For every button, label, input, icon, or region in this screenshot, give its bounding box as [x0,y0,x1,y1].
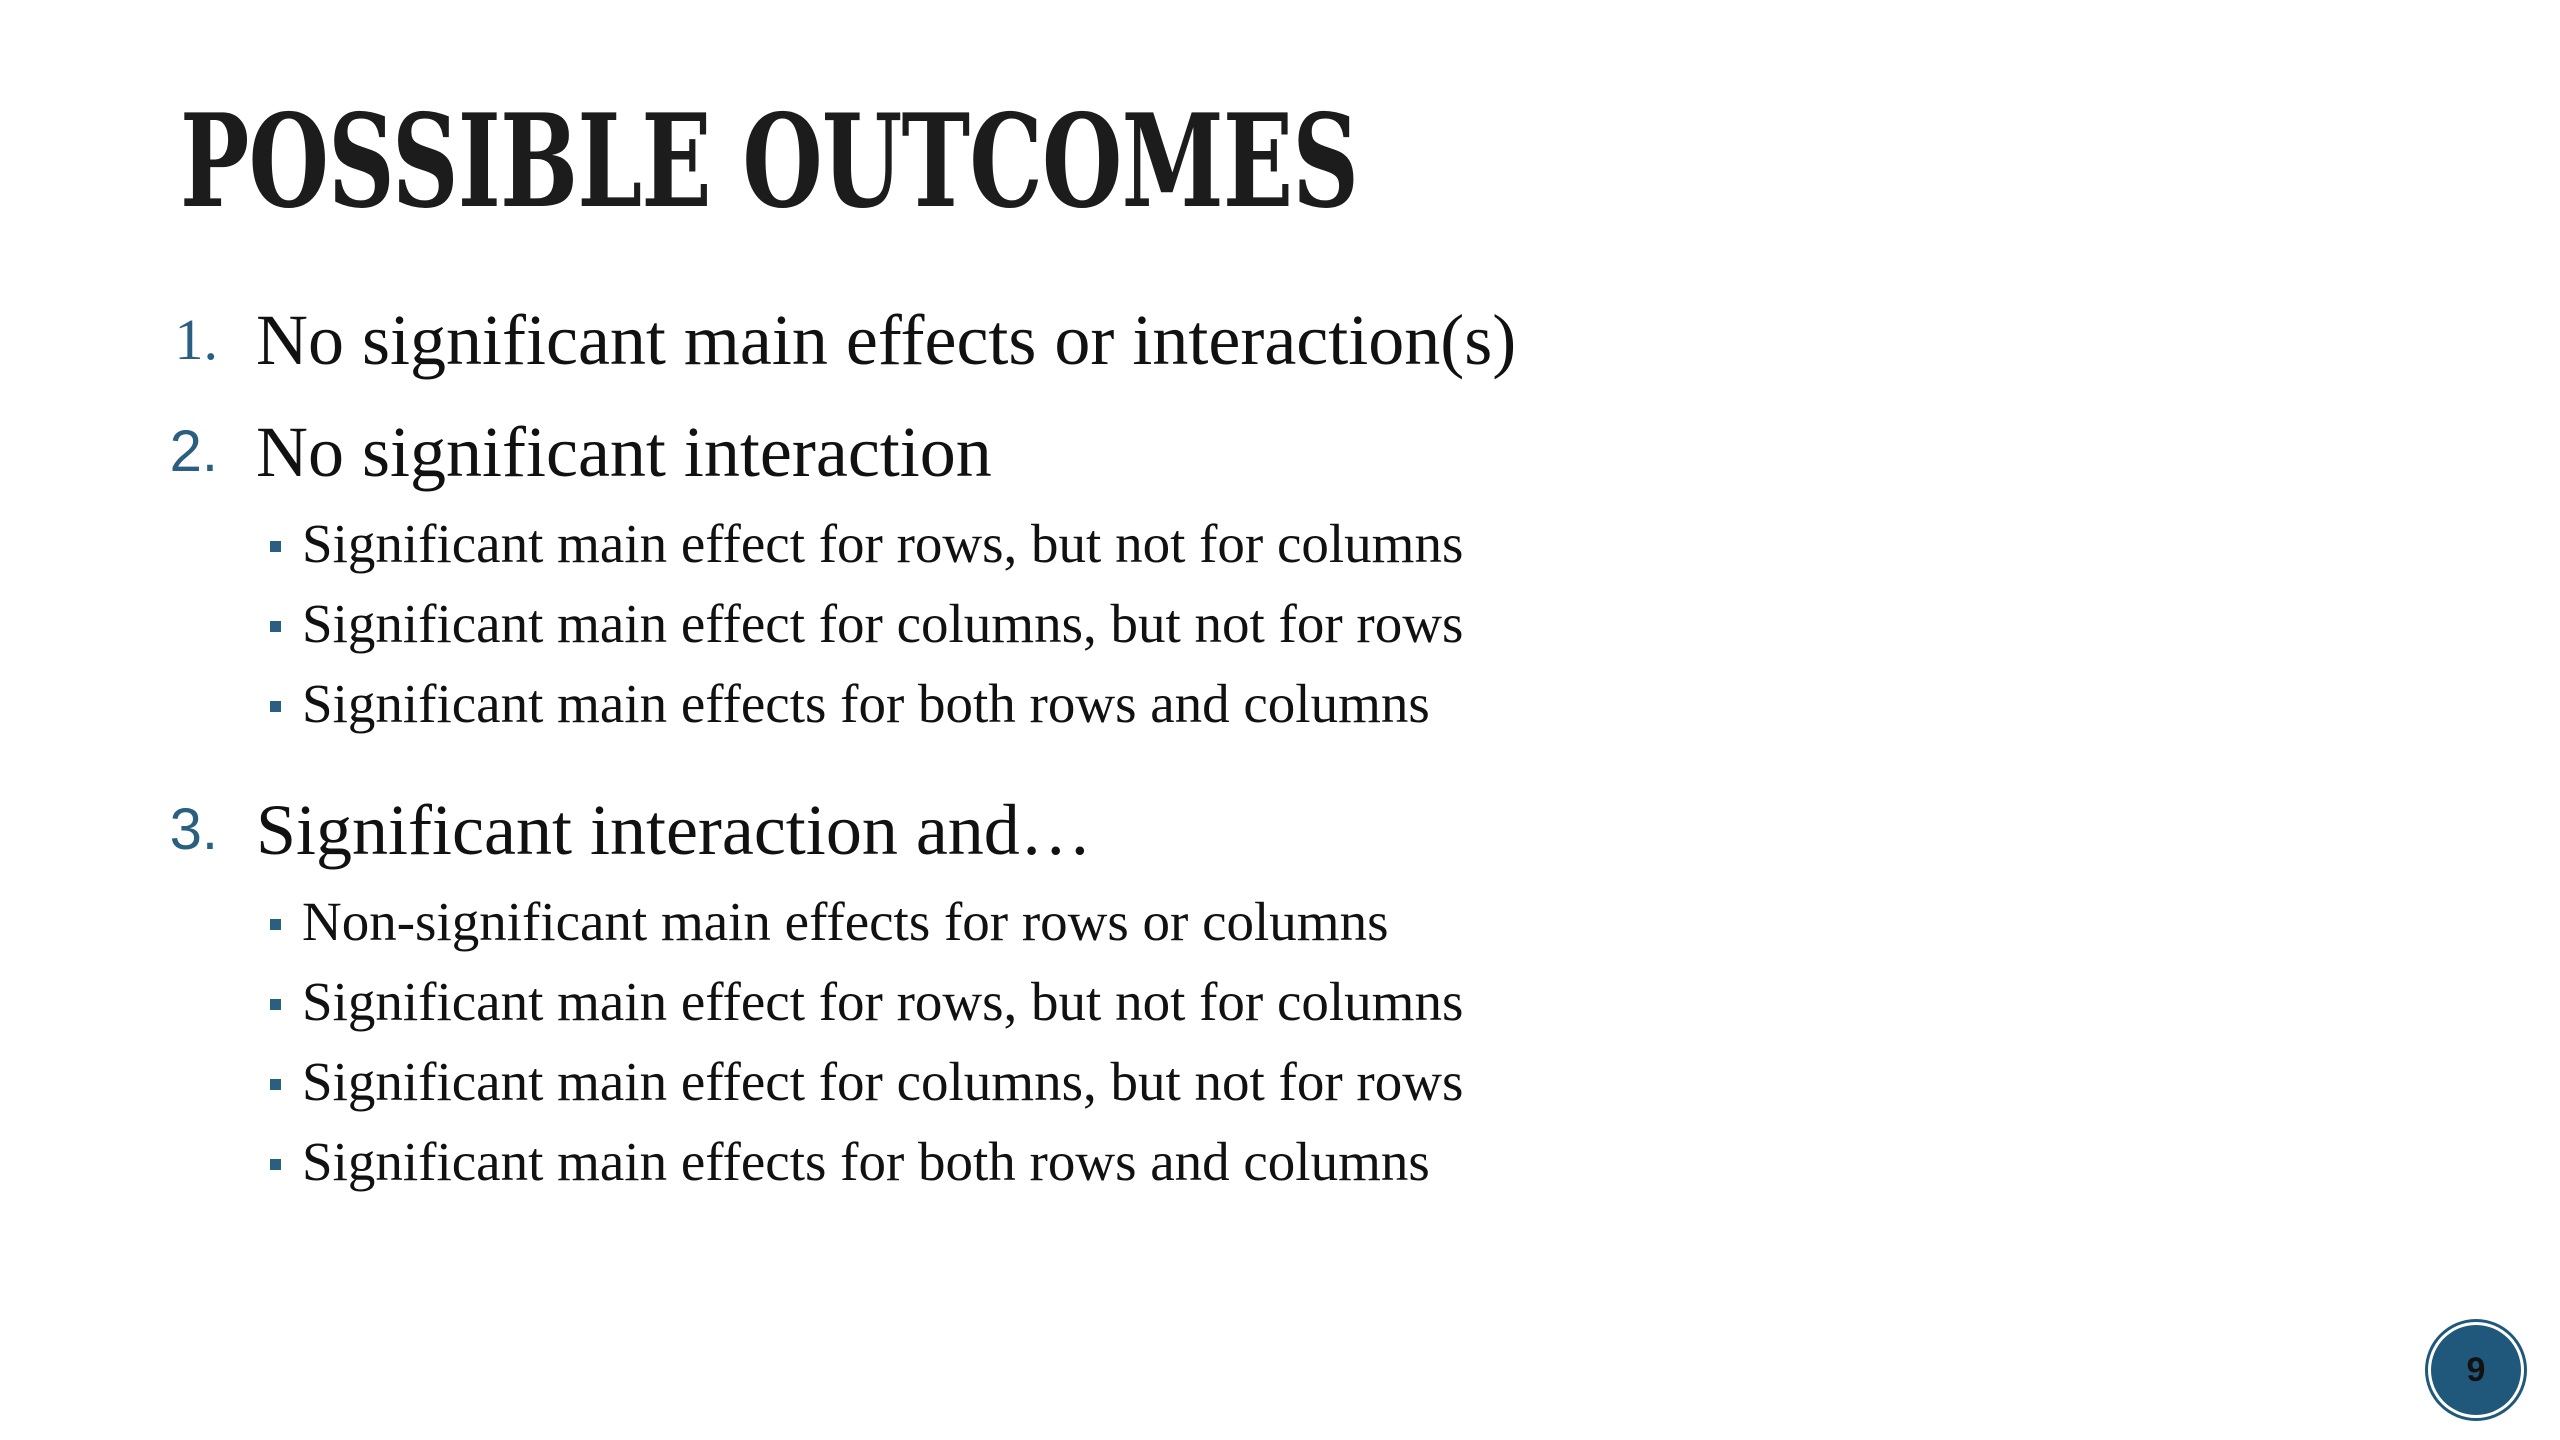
outcome-line-1 [174,290,2348,390]
sub-item [256,584,2348,664]
outcome-line-3 [169,780,2348,880]
outcome-line-2 [169,402,2348,502]
square-bullet-icon [270,919,281,930]
sub-item [256,664,2348,744]
page-number: 9 [2466,1351,2486,1389]
sub-item-text: Significant main effect for rows, but not for columns [302,971,1464,1032]
sub-item [256,962,2348,1042]
outcome-item-2 [148,402,2348,744]
sub-item-text: Significant main effect for rows, but not for columns [302,513,1464,574]
square-bullet-icon [270,541,281,552]
outcome-text: No significant main effects or interaction(s) [256,300,1517,380]
sub-item [256,504,2348,584]
sub-item-text: Significant main effects for both rows and columns [302,673,1430,734]
outcome-number: 2. [169,419,218,484]
outcome-item-3 [148,780,2348,1202]
square-bullet-icon [270,1079,281,1090]
outcome-number: 3. [169,797,218,862]
sub-item-text: Significant main effects for both rows and columns [302,1131,1430,1192]
square-bullet-icon [270,701,281,712]
sub-item-text: Significant main effect for columns, but not for rows [302,593,1464,654]
page-number-badge [2431,1325,2521,1415]
outcome-number: 1. [174,307,218,372]
slide-title: POSSIBLE OUTCOMES [180,87,1359,237]
square-bullet-icon [270,621,281,632]
sub-item [256,882,2348,962]
outcome-text: No significant interaction [256,412,992,492]
sub-item-text: Significant main effect for columns, but not for rows [302,1051,1464,1112]
outcomes-list [148,290,2348,1202]
sub-list [256,504,2348,744]
sub-list [256,882,2348,1202]
outcome-item-1 [148,290,2348,390]
sub-item [256,1042,2348,1122]
square-bullet-icon [270,999,281,1010]
outcome-text: Significant interaction and… [256,790,1092,870]
sub-item-text: Non-significant main effects for rows or columns [302,891,1389,952]
square-bullet-icon [270,1159,281,1170]
sub-item [256,1122,2348,1202]
